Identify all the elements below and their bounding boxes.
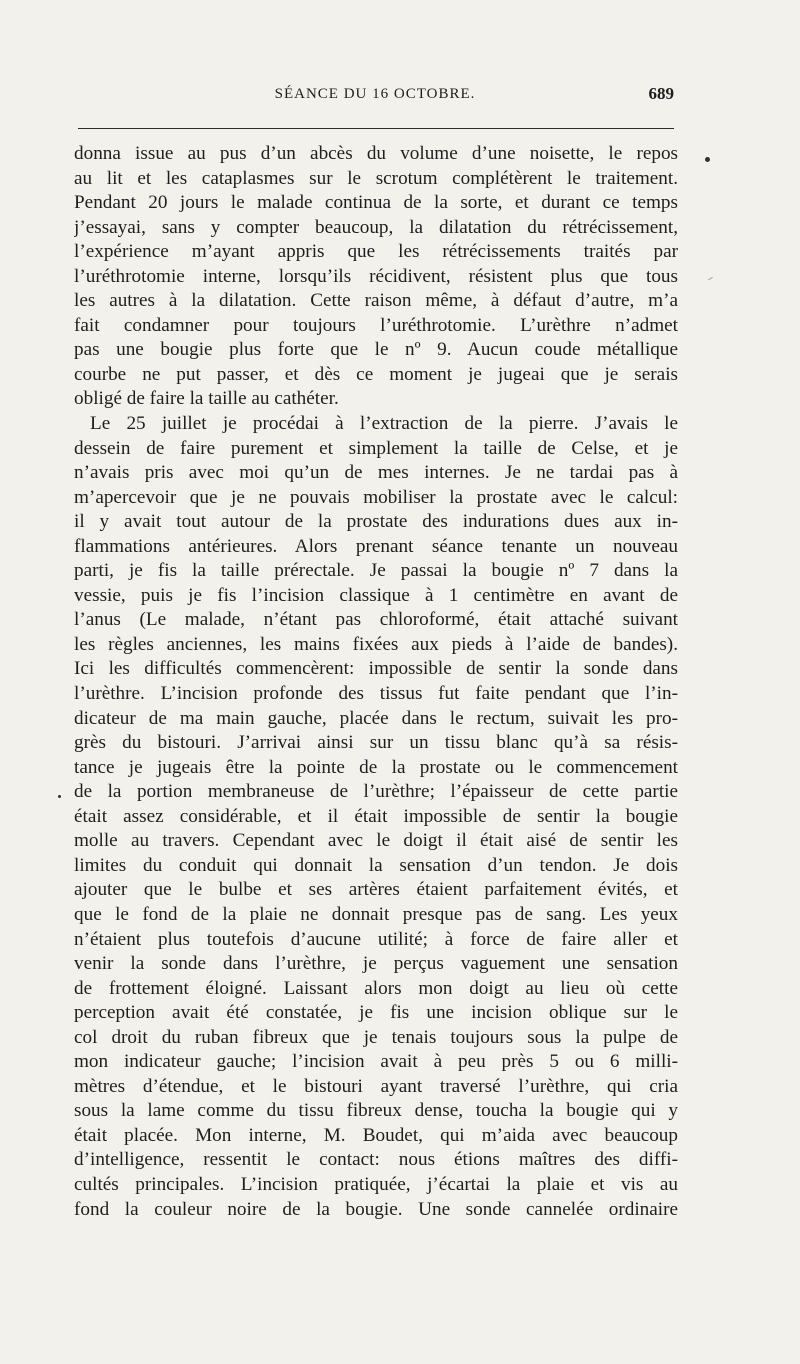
- text-line: mon indicateur gauche; l’incision avait à peu près 5 ou 6 milli-: [74, 1051, 678, 1073]
- margin-mark: [58, 795, 61, 798]
- text-line: grès du bistouri. J’arrivai ainsi sur un tissu blanc qu’à sa résis-: [74, 732, 678, 754]
- margin-mark: [705, 157, 710, 162]
- text-line: les règles anciennes, les mains fixées aux pieds à l’aide de bandes).: [74, 633, 678, 655]
- text-line: était assez considérable, et il était impossible de sentir la bougie: [74, 805, 678, 827]
- text-line: de frottement éloigné. Laissant alors mon doigt au lieu où cette: [74, 977, 678, 999]
- text-line: ajouter que le bulbe et ses artères étaient parfaitement évités, et: [74, 879, 678, 901]
- text-line: courbe ne put passer, et dès ce moment je jugeai que je serais: [74, 363, 678, 385]
- text-line: il y avait tout autour de la prostate des indurations dues aux in-: [74, 511, 678, 533]
- text-line: limites du conduit qui donnait la sensation d’un tendon. Je dois: [74, 854, 678, 876]
- text-line: perception avait été constatée, je fis une incision oblique sur le: [74, 1002, 678, 1024]
- text-line: donna issue au pus d’un abcès du volume d’une noisette, le repos: [74, 143, 678, 164]
- text-line: tance je jugeais être la pointe de la prostate ou le commencement: [74, 756, 678, 778]
- text-line: n’avais pris avec moi qu’un de mes internes. Je ne tardai pas à: [74, 462, 678, 484]
- text-line: cultés principales. L’incision pratiquée, j’écartai la plaie et vis au: [74, 1173, 678, 1195]
- text-line: sous la lame comme du tissu fibreux dense, toucha la bougie qui y: [74, 1100, 678, 1122]
- text-line: l’urèthre. L’incision profonde des tissus fut faite pendant que l’in-: [74, 683, 678, 705]
- text-line: Ici les difficultés commencèrent: impossible de sentir la sonde dans: [74, 658, 678, 680]
- text-line: parti, je fis la taille prérectale. Je passai la bougie nº 7 dans la: [74, 560, 678, 582]
- text-line: que le fond de la plaie ne donnait presque pas de sang. Les yeux: [74, 903, 678, 925]
- body-text: [74, 142, 678, 1222]
- text-line: fond la couleur noire de la bougie. Une sonde cannelée ordinaire: [74, 1198, 678, 1220]
- text-line: flammations antérieures. Alors prenant séance tenante un nouveau: [74, 535, 678, 557]
- text-line: dicateur de ma main gauche, placée dans le rectum, suivait les pro-: [74, 707, 678, 729]
- text-line: col droit du ruban fibreux que je tenais toujours sous la pulpe de: [74, 1026, 678, 1048]
- text-line: de la portion membraneuse de l’urèthre; l’épaisseur de cette partie: [74, 781, 678, 803]
- text-line: obligé de faire la taille au cathéter.: [74, 388, 339, 410]
- text-line: dessein de faire purement et simplement la taille de Celse, et je: [74, 437, 678, 459]
- text-line: n’étaient plus toutefois d’aucune utilité; à force de faire aller et: [74, 928, 678, 950]
- running-head: SÉANCE DU 16 OCTOBRE.: [274, 86, 476, 102]
- margin-mark: [708, 277, 713, 280]
- text-line: mètres d’étendue, et le bistouri ayant traversé l’urèthre, qui cria: [74, 1075, 678, 1097]
- text-line: Pendant 20 jours le malade continua de la sorte, et durant ce temps: [74, 192, 678, 214]
- header-rule: [78, 128, 674, 129]
- text-line: m’apercevoir que je ne pouvais mobiliser la prostate avec le calcul:: [74, 486, 678, 508]
- text-line: pas une bougie plus forte que le nº 9. Aucun coude métallique: [74, 339, 678, 361]
- text-line: molle au travers. Cependant avec le doigt il était aisé de sentir les: [74, 830, 678, 852]
- text-line: l’expérience m’ayant appris que les rétrécissements traités par: [74, 241, 678, 263]
- text-line: les autres à la dilatation. Cette raison même, à défaut d’autre, m’a: [74, 290, 678, 312]
- text-line: j’essayai, sans y compter beaucoup, la dilatation du rétrécissement,: [74, 216, 678, 238]
- text-line: venir la sonde dans l’urèthre, je perçus vaguement une sensation: [74, 953, 678, 975]
- text-line: au lit et les cataplasmes sur le scrotum complétèrent le traitement.: [74, 167, 678, 189]
- text-line: Le 25 juillet je procédai à l’extraction de la pierre. J’avais le: [90, 413, 678, 435]
- text-line: vessie, puis je fis l’incision classique à 1 centimètre en avant de: [74, 584, 678, 606]
- text-line: l’uréthrotomie interne, lorsqu’ils récidivent, résistent plus que tous: [74, 265, 678, 287]
- page-header: [76, 86, 674, 112]
- text-line: fait condamner pour toujours l’uréthrotomie. L’urèthre n’admet: [74, 314, 678, 336]
- text-line: l’anus (Le malade, n’étant pas chloroformé, était attaché suivant: [74, 609, 678, 631]
- page-number: 689: [648, 84, 674, 103]
- text-line: d’intelligence, ressentit le contact: nous étions maîtres des diffi-: [74, 1149, 678, 1171]
- text-line: était placée. Mon interne, M. Boudet, qui m’aida avec beaucoup: [74, 1124, 678, 1146]
